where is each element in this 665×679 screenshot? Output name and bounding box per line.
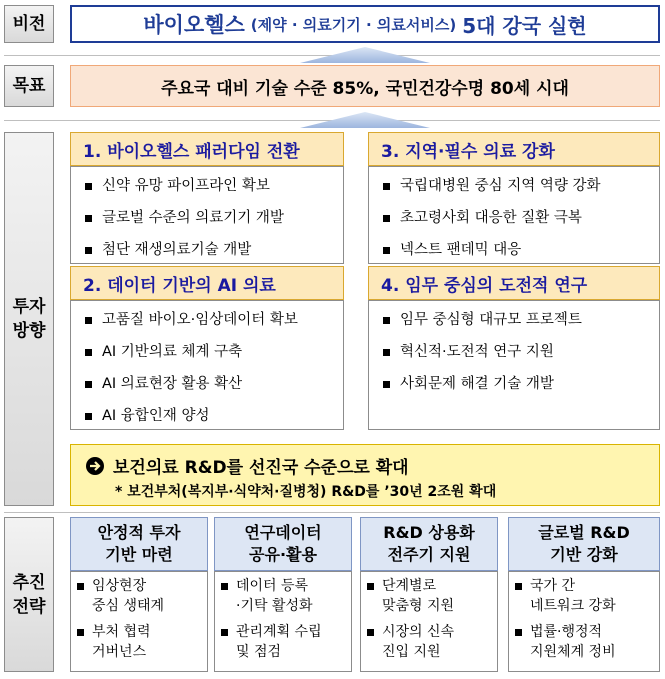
list-item: 초고령사회 대응한 질환 극복 [383,205,659,237]
list-item: 시장의 신속 진입 지원 [367,622,497,662]
direction-label: 투자 방향 [4,132,54,506]
strategy-2-body [214,571,352,672]
strategy-1-heading: 안정적 투자 기반 마련 [70,517,208,571]
bullet-icon [85,317,92,324]
vision-label: 비전 [4,5,54,43]
goal-box [70,65,660,107]
bullet-icon [383,317,390,324]
arrow-circle-icon [85,456,105,476]
bullet-icon [85,215,92,222]
strategy-3-heading: R&D 상용화 전주기 지원 [360,517,498,571]
list-item: 사회문제 해결 기술 개발 [383,371,659,403]
list-item: 글로벌 수준의 의료기기 개발 [85,205,343,237]
list-item: 법률·행정적 지원체계 정비 [515,622,659,662]
bullet-icon [85,413,92,420]
direction-1-heading [70,132,344,166]
strategy-4-body [508,571,660,672]
bullet-icon [367,629,374,636]
vision-sub-text: (제약 · 의료기기 · 의료서비스) [250,15,457,34]
vision-main-text: 바이오헬스 [143,13,245,37]
bullet-icon [77,629,84,636]
direction-4-title: 4. 임무 중심의 도전적 연구 [381,275,588,296]
goal-text: 주요국 대비 기술 수준 85%, 국민건강수명 80세 시대 [161,78,569,99]
bullet-icon [383,247,390,254]
list-item: 첨단 재생의료기술 개발 [85,237,343,269]
direction-4-heading [368,266,660,300]
direction-4-body [368,300,660,430]
direction-3-body [368,166,660,264]
strategy-4-heading: 글로벌 R&D 기반 강화 [508,517,660,571]
list-item: 관리계획 수립 및 점검 [221,622,351,662]
direction-1-title: 1. 바이오헬스 패러다임 전환 [83,141,300,162]
strategy-1-body [70,571,208,672]
list-item: 국립대병원 중심 지역 역량 강화 [383,173,659,205]
list-item: AI 의료현장 활용 확산 [85,371,343,403]
strategy-label: 추진 전략 [4,517,54,672]
bullet-icon [383,215,390,222]
direction-2-title: 2. 데이터 기반의 AI 의료 [83,275,276,296]
bullet-icon [383,349,390,356]
direction-2-body [70,300,344,430]
list-item: 고품질 바이오·임상데이터 확보 [85,307,343,339]
bullet-icon [221,583,228,590]
bullet-icon [85,381,92,388]
rd-note: * 보건부처(복지부·식약처·질병청) R&D를 ’30년 2조원 확대 [115,484,497,500]
vision-tail-text: 5대 강국 실현 [462,13,587,38]
direction-2-heading [70,266,344,300]
bullet-icon [515,583,522,590]
list-item: 신약 유망 파이프라인 확보 [85,173,343,205]
goal-label: 목표 [4,65,54,107]
rd-headline-text: 보건의료 R&D를 선진국 수준으로 확대 [113,458,409,478]
bullet-icon [85,247,92,254]
strategy-3-body [360,571,498,672]
direction-3-title: 3. 지역·필수 의료 강화 [381,141,555,162]
strategy-2-heading: 연구데이터 공유·활용 [214,517,352,571]
bullet-icon [77,583,84,590]
list-item: 넥스트 팬데믹 대응 [383,237,659,269]
bullet-icon [383,381,390,388]
bullet-icon [85,183,92,190]
direction-3-heading [368,132,660,166]
rd-expansion-box [70,444,660,506]
bullet-icon [383,183,390,190]
list-item: 혁신적·도전적 연구 지원 [383,339,659,371]
list-item: 단계별로 맞춤형 지원 [367,576,497,616]
list-item: 임무 중심형 대규모 프로젝트 [383,307,659,339]
divider [4,512,660,513]
list-item: 국가 간 네트워크 강화 [515,576,659,616]
bullet-icon [85,349,92,356]
bullet-icon [367,583,374,590]
list-item: AI 기반의료 체계 구축 [85,339,343,371]
list-item: AI 융합인재 양성 [85,403,343,435]
direction-1-body [70,166,344,264]
bullet-icon [221,629,228,636]
list-item: 임상현장 중심 생태계 [77,576,207,616]
vision-box [70,5,660,43]
bullet-icon [515,629,522,636]
rd-headline [85,453,409,478]
list-item: 부처 협력 거버넌스 [77,622,207,662]
list-item: 데이터 등록 ·기탁 활성화 [221,576,351,616]
